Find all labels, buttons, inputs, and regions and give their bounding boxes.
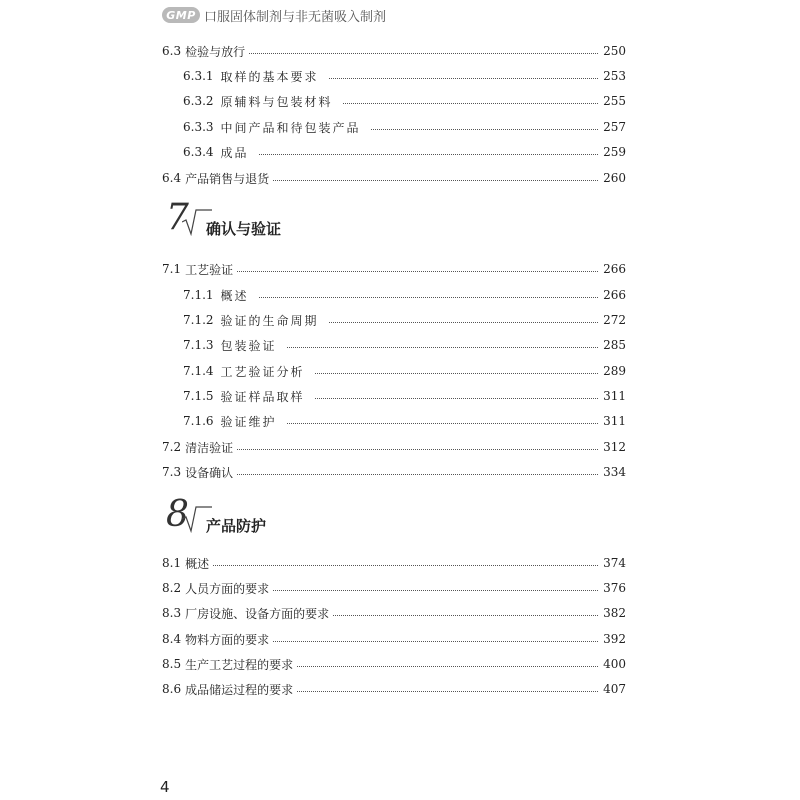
entry-page: 311	[603, 414, 626, 428]
entry-page: 392	[603, 632, 626, 646]
dot-leader	[259, 297, 598, 298]
entry-number: 6.4	[162, 171, 182, 185]
toc-section[interactable]	[162, 260, 626, 278]
entry-title: 概述	[220, 288, 249, 303]
dot-leader	[273, 641, 598, 642]
entry-number: 6.3.4	[183, 145, 214, 159]
entry-page: 382	[603, 606, 626, 620]
entry-page: 407	[603, 682, 626, 696]
entry-page: 289	[603, 364, 626, 378]
entry-page: 255	[603, 94, 626, 108]
entry-number: 8.4	[162, 632, 182, 646]
chapter-title: 确认与验证	[206, 220, 282, 238]
entry-page: 266	[603, 288, 626, 302]
entry-page: 374	[603, 556, 626, 570]
entry-number: 8.2	[162, 581, 182, 595]
entry-title: 产品销售与退货	[185, 171, 270, 186]
chapter-number: 7	[166, 197, 189, 238]
dot-leader	[329, 322, 598, 323]
entry-title: 成品储运过程的要求	[185, 682, 294, 697]
entry-title: 工艺验证分析	[220, 364, 305, 379]
entry-page: 334	[603, 465, 626, 479]
entry-title: 取样的基本要求	[220, 69, 319, 84]
entry-title: 人员方面的要求	[185, 581, 270, 596]
dot-leader	[333, 615, 598, 616]
toc-subsection[interactable]	[183, 118, 626, 136]
toc-section[interactable]	[162, 42, 626, 60]
entry-number: 7.1.3	[183, 338, 214, 352]
chapter-number: 8	[166, 494, 189, 535]
dot-leader	[287, 347, 598, 348]
entry-number: 6.3	[162, 44, 182, 58]
entry-page: 250	[603, 44, 626, 58]
entry-title: 生产工艺过程的要求	[185, 657, 294, 672]
entry-title: 包装验证	[220, 338, 277, 353]
entry-title: 概述	[185, 556, 210, 571]
entry-number: 7.1.4	[183, 364, 214, 378]
toc-section[interactable]	[162, 463, 626, 481]
dot-leader	[259, 154, 598, 155]
toc-subsection[interactable]	[183, 92, 626, 110]
page-number: 4	[160, 778, 170, 796]
running-header	[162, 6, 386, 24]
entry-page: 257	[603, 120, 626, 134]
entry-number: 6.3.1	[183, 69, 214, 83]
dot-leader	[237, 449, 598, 450]
entry-page: 272	[603, 313, 626, 327]
entry-number: 7.1.1	[183, 288, 214, 302]
toc-subsection[interactable]	[183, 387, 626, 405]
dot-leader	[237, 271, 598, 272]
entry-title: 中间产品和待包装产品	[220, 120, 361, 135]
entry-number: 6.3.3	[183, 120, 214, 134]
entry-page: 376	[603, 581, 626, 595]
entry-page: 285	[603, 338, 626, 352]
entry-title: 清洁验证	[185, 440, 234, 455]
toc-section[interactable]	[162, 169, 626, 187]
toc-section[interactable]	[162, 579, 626, 597]
entry-number: 7.1.2	[183, 313, 214, 327]
entry-title: 物料方面的要求	[185, 632, 270, 647]
dot-leader	[249, 53, 598, 54]
entry-number: 8.6	[162, 682, 182, 696]
toc-subsection[interactable]	[183, 412, 626, 430]
entry-title: 原辅料与包装材料	[220, 94, 333, 109]
dot-leader	[343, 103, 598, 104]
dot-leader	[297, 691, 598, 692]
dot-leader	[273, 180, 598, 181]
toc-section[interactable]	[162, 554, 626, 572]
dot-leader	[315, 373, 598, 374]
entry-number: 8.5	[162, 657, 182, 671]
entry-number: 7.1.6	[183, 414, 214, 428]
dot-leader	[273, 590, 598, 591]
dot-leader	[287, 423, 598, 424]
entry-page: 400	[603, 657, 626, 671]
gmp-logo: GMP	[162, 7, 200, 23]
entry-page: 259	[603, 145, 626, 159]
entry-page: 311	[603, 389, 626, 403]
entry-number: 7.1.5	[183, 389, 214, 403]
toc-subsection[interactable]	[183, 143, 626, 161]
toc-section[interactable]	[162, 630, 626, 648]
dot-leader	[237, 474, 598, 475]
toc-subsection[interactable]	[183, 362, 626, 380]
toc-subsection[interactable]	[183, 336, 626, 354]
toc-section[interactable]	[162, 655, 626, 673]
book-title: 口服固体制剂与非无菌吸入制剂	[204, 9, 387, 25]
toc-subsection[interactable]	[183, 286, 626, 304]
dot-leader	[297, 666, 598, 667]
entry-page: 266	[603, 262, 626, 276]
toc-section[interactable]	[162, 680, 626, 698]
chapter-title: 产品防护	[206, 517, 267, 535]
entry-number: 7.1	[162, 262, 182, 276]
entry-page: 260	[603, 171, 626, 185]
entry-number: 8.3	[162, 606, 182, 620]
dot-leader	[213, 565, 598, 566]
toc-subsection[interactable]	[183, 67, 626, 85]
entry-number: 7.3	[162, 465, 182, 479]
entry-title: 检验与放行	[185, 44, 246, 59]
entry-page: 253	[603, 69, 626, 83]
entry-title: 验证维护	[220, 414, 277, 429]
toc-section[interactable]	[162, 438, 626, 456]
entry-page: 312	[603, 440, 626, 454]
entry-number: 8.1	[162, 556, 182, 570]
entry-number: 7.2	[162, 440, 182, 454]
toc-section[interactable]	[162, 604, 626, 622]
entry-title: 成品	[220, 145, 249, 160]
entry-title: 厂房设施、设备方面的要求	[185, 606, 330, 621]
toc-subsection[interactable]	[183, 311, 626, 329]
entry-title: 验证样品取样	[220, 389, 305, 404]
entry-title: 工艺验证	[185, 262, 234, 277]
entry-title: 验证的生命周期	[220, 313, 319, 328]
entry-title: 设备确认	[185, 465, 234, 480]
dot-leader	[329, 78, 598, 79]
entry-number: 6.3.2	[183, 94, 214, 108]
dot-leader	[315, 398, 598, 399]
dot-leader	[371, 129, 598, 130]
